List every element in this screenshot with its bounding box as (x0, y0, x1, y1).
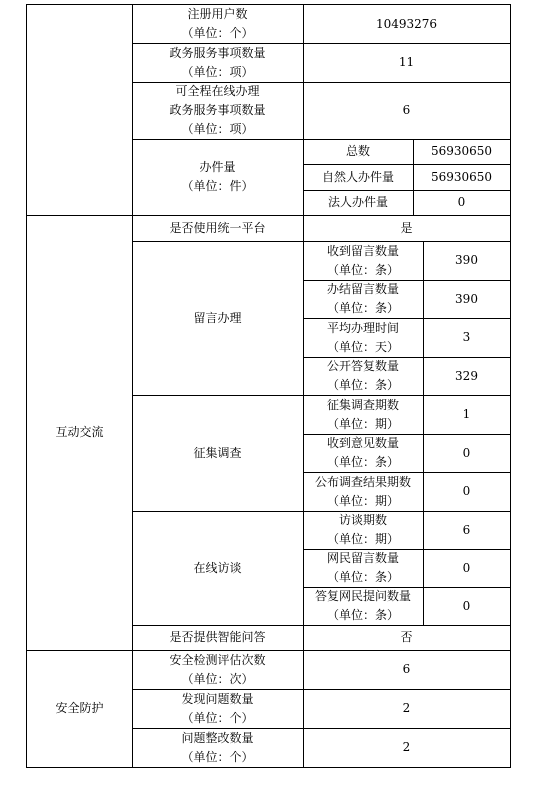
online-items-value: 6 (303, 82, 511, 140)
msg-done-label: 办结留言数量 （单位：条） (303, 280, 424, 319)
handled-legal-value: 0 (413, 190, 511, 216)
interview-periods-value: 6 (423, 511, 511, 550)
smart-qa-label: 是否提供智能问答 (132, 625, 304, 651)
handled-total-label: 总数 (303, 139, 414, 165)
assessments-label: 安全检测评估次数 （单位：次） (132, 650, 304, 690)
interview-answers-label: 答复网民提问数量 （单位：条） (303, 587, 424, 626)
msg-public-label: 公开答复数量 （单位：条） (303, 357, 424, 396)
handled-legal-label: 法人办件量 (303, 190, 414, 216)
unified-platform-label: 是否使用统一平台 (132, 215, 304, 242)
assessments-value: 6 (303, 650, 511, 690)
interview-label: 在线访谈 (132, 511, 304, 626)
msg-avg-time-value: 3 (423, 318, 511, 358)
unified-platform-value: 是 (303, 215, 511, 242)
handled-natural-value: 56930650 (413, 164, 511, 191)
interview-msgs-value: 0 (423, 549, 511, 588)
survey-results-value: 0 (423, 472, 511, 512)
survey-opinions-label: 收到意见数量 （单位：条） (303, 434, 424, 473)
survey-results-label: 公布调查结果期数 （单位：期） (303, 472, 424, 512)
survey-periods-value: 1 (423, 395, 511, 435)
interview-periods-label: 访谈期数 （单位：期） (303, 511, 424, 550)
interview-answers-value: 0 (423, 587, 511, 626)
handled-label: 办件量 （单位：件） (132, 139, 304, 216)
handled-natural-label: 自然人办件量 (303, 164, 414, 191)
section-label-interaction: 互动交流 (26, 215, 133, 651)
service-items-label: 政务服务事项数量 （单位：项） (132, 43, 304, 83)
section-label-security: 安全防护 (26, 650, 133, 768)
msg-public-value: 329 (423, 357, 511, 396)
survey-periods-label: 征集调查期数 （单位：期） (303, 395, 424, 435)
service-items-value: 11 (303, 43, 511, 83)
issues-fixed-value: 2 (303, 728, 511, 768)
survey-opinions-value: 0 (423, 434, 511, 473)
msg-received-label: 收到留言数量 （单位：条） (303, 241, 424, 281)
issues-found-value: 2 (303, 689, 511, 729)
msg-received-value: 390 (423, 241, 511, 281)
issues-found-label: 发现问题数量 （单位：个） (132, 689, 304, 729)
messages-label: 留言办理 (132, 241, 304, 396)
smart-qa-value: 否 (303, 625, 511, 651)
interview-msgs-label: 网民留言数量 （单位：条） (303, 549, 424, 588)
msg-done-value: 390 (423, 280, 511, 319)
survey-label: 征集调查 (132, 395, 304, 512)
online-items-label: 可全程在线办理 政务服务事项数量 （单位：项） (132, 82, 304, 140)
reg-users-value: 10493276 (303, 4, 511, 44)
msg-avg-time-label: 平均办理时间 （单位：天） (303, 318, 424, 358)
handled-total-value: 56930650 (413, 139, 511, 165)
section-cell-blank (26, 4, 133, 216)
issues-fixed-label: 问题整改数量 （单位：个） (132, 728, 304, 768)
reg-users-label: 注册用户数 （单位：个） (132, 4, 304, 44)
